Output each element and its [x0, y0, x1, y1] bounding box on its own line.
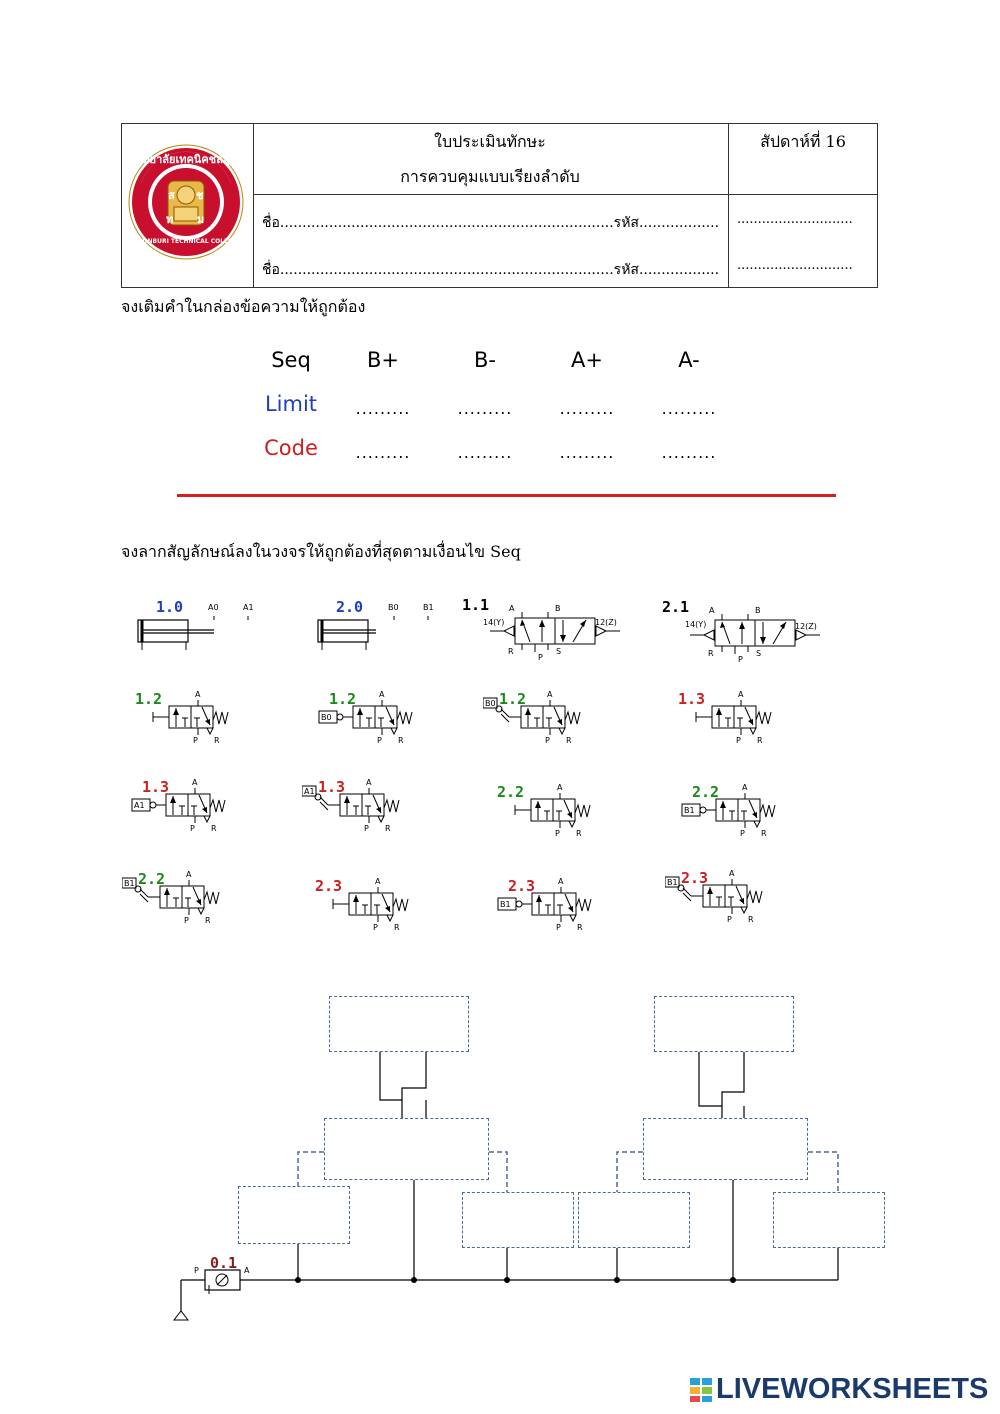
port-label-r: R — [214, 736, 220, 745]
code-blank-1[interactable]: ......... — [355, 443, 411, 462]
valve-3-2-1-3-plunger[interactable] — [678, 690, 798, 750]
cylinder-label: 1.0 — [156, 598, 184, 616]
port-label-a: A — [729, 869, 735, 878]
port-label-p: P — [740, 829, 745, 838]
circuit-wiring — [0, 980, 1000, 1340]
supply-label: 0.1 — [210, 1254, 238, 1272]
drop-zone-valve-2[interactable] — [643, 1118, 808, 1180]
drop-zone-cylinder-a[interactable] — [329, 996, 469, 1052]
seq-header: Seq — [271, 348, 311, 372]
port-label-r: R — [566, 736, 572, 745]
valve-3-2-symbol — [122, 870, 242, 930]
svg-text:ช: ช — [196, 190, 204, 202]
cylinder-symbol — [310, 610, 450, 658]
cylinder-port-label: A1 — [243, 603, 254, 612]
valve-actuator-tag: B0 — [321, 713, 332, 722]
port-label-r: R — [577, 923, 583, 932]
port-label-r: R — [385, 824, 391, 833]
valve-actuator-tag: A1 — [134, 801, 145, 810]
port-label-a: A — [742, 783, 748, 792]
valve-3-2-2-2-roller[interactable] — [678, 783, 798, 843]
port-label: P — [538, 653, 543, 662]
limit-blank-2[interactable]: ......... — [457, 399, 513, 418]
port-label: A — [709, 606, 715, 615]
score-field-1[interactable]: ............................ — [737, 212, 853, 227]
valve-label: 1.1 — [462, 596, 490, 614]
valve-label: 2.3 — [681, 869, 709, 887]
week-label: สัปดาห์ที่ 16 — [760, 132, 846, 151]
cylinder-symbol — [130, 610, 270, 658]
drop-zone-signal-1[interactable] — [238, 1186, 350, 1244]
port-label-p: P — [190, 824, 195, 833]
svg-text:ส: ส — [168, 190, 175, 202]
valve-3-2-symbol — [678, 783, 798, 843]
seq-step-3: A+ — [571, 348, 603, 372]
port-label-r: R — [394, 923, 400, 932]
port-label-p: P — [377, 736, 382, 745]
port-label-a: A — [547, 690, 553, 699]
cylinder-2-0[interactable] — [310, 598, 450, 658]
supply-port-p: P — [194, 1266, 199, 1275]
valve-3-2-symbol — [128, 778, 248, 838]
limit-blank-1[interactable]: ......... — [355, 399, 411, 418]
valve-5-2-symbol — [662, 598, 832, 668]
valve-5-2-1-1[interactable] — [460, 596, 630, 666]
svg-text:ม: ม — [197, 214, 205, 226]
valve-actuator-tag: B1 — [500, 900, 511, 909]
port-label-p: P — [556, 923, 561, 932]
valve-label: 2.2 — [138, 870, 166, 888]
valve-actuator-tag: A1 — [304, 787, 315, 796]
limit-blank-4[interactable]: ......... — [661, 399, 717, 418]
instruction-drag-symbols: จงลากสัญลักษณ์ลงในวงจรให้ถูกต้องที่สุดตามเงื่อนไข Seq — [121, 542, 521, 561]
valve-3-2-1-2-idle[interactable] — [483, 690, 603, 750]
sheet-title: ใบประเมินทักษะ — [434, 132, 546, 151]
port-label-r: R — [576, 829, 582, 838]
port-label-r: R — [398, 736, 404, 745]
port-label: 12(Z) — [595, 618, 617, 627]
port-label: 12(Z) — [795, 622, 817, 631]
port-label-p: P — [373, 923, 378, 932]
valve-label: 2.1 — [662, 598, 690, 616]
drop-zone-signal-2[interactable] — [462, 1192, 574, 1248]
valve-3-2-2-2-plunger[interactable] — [497, 783, 617, 843]
drop-zone-signal-3[interactable] — [578, 1192, 690, 1248]
valve-actuator-tag: B1 — [684, 806, 695, 815]
port-label: R — [708, 649, 714, 658]
port-label: B — [555, 604, 561, 613]
code-label: Code — [264, 436, 318, 460]
drop-zone-cylinder-b[interactable] — [654, 996, 794, 1052]
valve-label: 2.2 — [497, 783, 525, 801]
divider — [253, 124, 254, 287]
divider — [253, 194, 877, 195]
port-label-p: P — [545, 736, 550, 745]
valve-label: 2.3 — [315, 877, 343, 895]
port-label-a: A — [558, 877, 564, 886]
name-field-2[interactable]: ชื่อ...........................................................................รหัส.................. — [262, 262, 720, 278]
port-label-a: A — [186, 870, 192, 879]
valve-label: 2.2 — [692, 783, 720, 801]
seq-step-1: B+ — [366, 348, 399, 372]
valve-actuator-tag: B1 — [124, 879, 135, 888]
seq-step-4: A- — [678, 348, 700, 372]
port-label-r: R — [211, 824, 217, 833]
port-label-p: P — [555, 829, 560, 838]
valve-3-2-2-3-roller[interactable] — [494, 877, 614, 937]
valve-label: 2.3 — [508, 877, 536, 895]
valve-3-2-1-3-idle[interactable] — [302, 778, 422, 838]
cylinder-1-0[interactable] — [130, 598, 270, 658]
port-label-a: A — [192, 778, 198, 787]
valve-3-2-2-3-idle[interactable] — [665, 869, 785, 929]
port-label: S — [556, 647, 562, 656]
logo-text-top: วิทยาลัยเทคนิคชลบุรี — [136, 153, 236, 166]
red-divider — [177, 494, 836, 497]
supply-port-a: A — [244, 1266, 250, 1275]
limit-label: Limit — [264, 392, 318, 416]
valve-label: 1.2 — [329, 690, 357, 708]
cylinder-label: 2.0 — [336, 598, 364, 616]
brand-name: LIVEWORKSHEETS — [716, 1373, 989, 1405]
code-blank-4[interactable]: ......... — [661, 443, 717, 462]
valve-3-2-symbol — [315, 690, 435, 750]
sheet-subtitle: การควบคุมแบบเรียงลำดับ — [400, 167, 580, 186]
port-label: 14(Y) — [483, 618, 505, 627]
valve-label: 1.2 — [499, 690, 527, 708]
port-label: S — [756, 649, 762, 658]
brand-grid-icon — [690, 1378, 712, 1402]
valve-label: 1.2 — [135, 690, 163, 708]
code-blank-3[interactable]: ......... — [559, 443, 615, 462]
liveworksheets-logo — [690, 1378, 712, 1406]
valve-label: 1.3 — [318, 778, 346, 796]
cylinder-port-label: B1 — [423, 603, 434, 612]
cylinder-port-label: A0 — [208, 603, 219, 612]
valve-3-2-2-3-plunger[interactable] — [315, 877, 435, 937]
valve-3-2-symbol — [483, 690, 603, 750]
valve-3-2-2-2-idle[interactable] — [122, 870, 242, 930]
port-label-r: R — [757, 736, 763, 745]
svg-text:ท: ท — [166, 214, 174, 226]
valve-3-2-1-2-roller[interactable] — [315, 690, 435, 750]
port-label-a: A — [738, 690, 744, 699]
valve-label: 1.3 — [678, 690, 706, 708]
name-field-1[interactable]: ชื่อ...........................................................................รหัส.................. — [262, 215, 720, 231]
port-label: R — [508, 647, 514, 656]
port-label-a: A — [557, 783, 563, 792]
port-label-a: A — [366, 778, 372, 787]
port-label-p: P — [736, 736, 741, 745]
valve-3-2-symbol — [665, 869, 785, 929]
valve-3-2-1-2-plunger[interactable] — [135, 690, 255, 750]
cylinder-port-label: B0 — [388, 603, 399, 612]
score-field-2[interactable]: ............................ — [737, 258, 853, 273]
port-label: 14(Y) — [685, 620, 707, 629]
logo-text-bottom: CHONBURI TECHNICAL COLLEGE — [132, 238, 242, 245]
valve-label: 1.3 — [142, 778, 170, 796]
valve-actuator-tag: B1 — [667, 878, 678, 887]
drop-zone-signal-4[interactable] — [773, 1192, 885, 1248]
port-label-a: A — [195, 690, 201, 699]
port-label-p: P — [364, 824, 369, 833]
valve-3-2-symbol — [494, 877, 614, 937]
port-label: P — [738, 655, 743, 664]
port-label-r: R — [761, 829, 767, 838]
port-label-p: P — [193, 736, 198, 745]
valve-5-2-symbol — [460, 596, 630, 666]
code-blank-2[interactable]: ......... — [457, 443, 513, 462]
port-label: A — [509, 604, 515, 613]
port-label-p: P — [184, 916, 189, 925]
port-label-p: P — [727, 915, 732, 924]
valve-5-2-2-1[interactable] — [662, 598, 832, 668]
limit-blank-3[interactable]: ......... — [559, 399, 615, 418]
instruction-fill-words: จงเติมคำในกล่องข้อความให้ถูกต้อง — [121, 297, 366, 316]
seq-step-2: B- — [474, 348, 496, 372]
valve-3-2-symbol — [302, 778, 422, 838]
port-label-a: A — [379, 690, 385, 699]
drop-zone-valve-1[interactable] — [324, 1118, 489, 1180]
port-label: B — [755, 606, 761, 615]
port-label-a: A — [375, 877, 381, 886]
port-label-r: R — [205, 916, 211, 925]
valve-3-2-1-3-roller[interactable] — [128, 778, 248, 838]
valve-actuator-tag: B0 — [485, 699, 496, 708]
port-label-r: R — [748, 915, 754, 924]
